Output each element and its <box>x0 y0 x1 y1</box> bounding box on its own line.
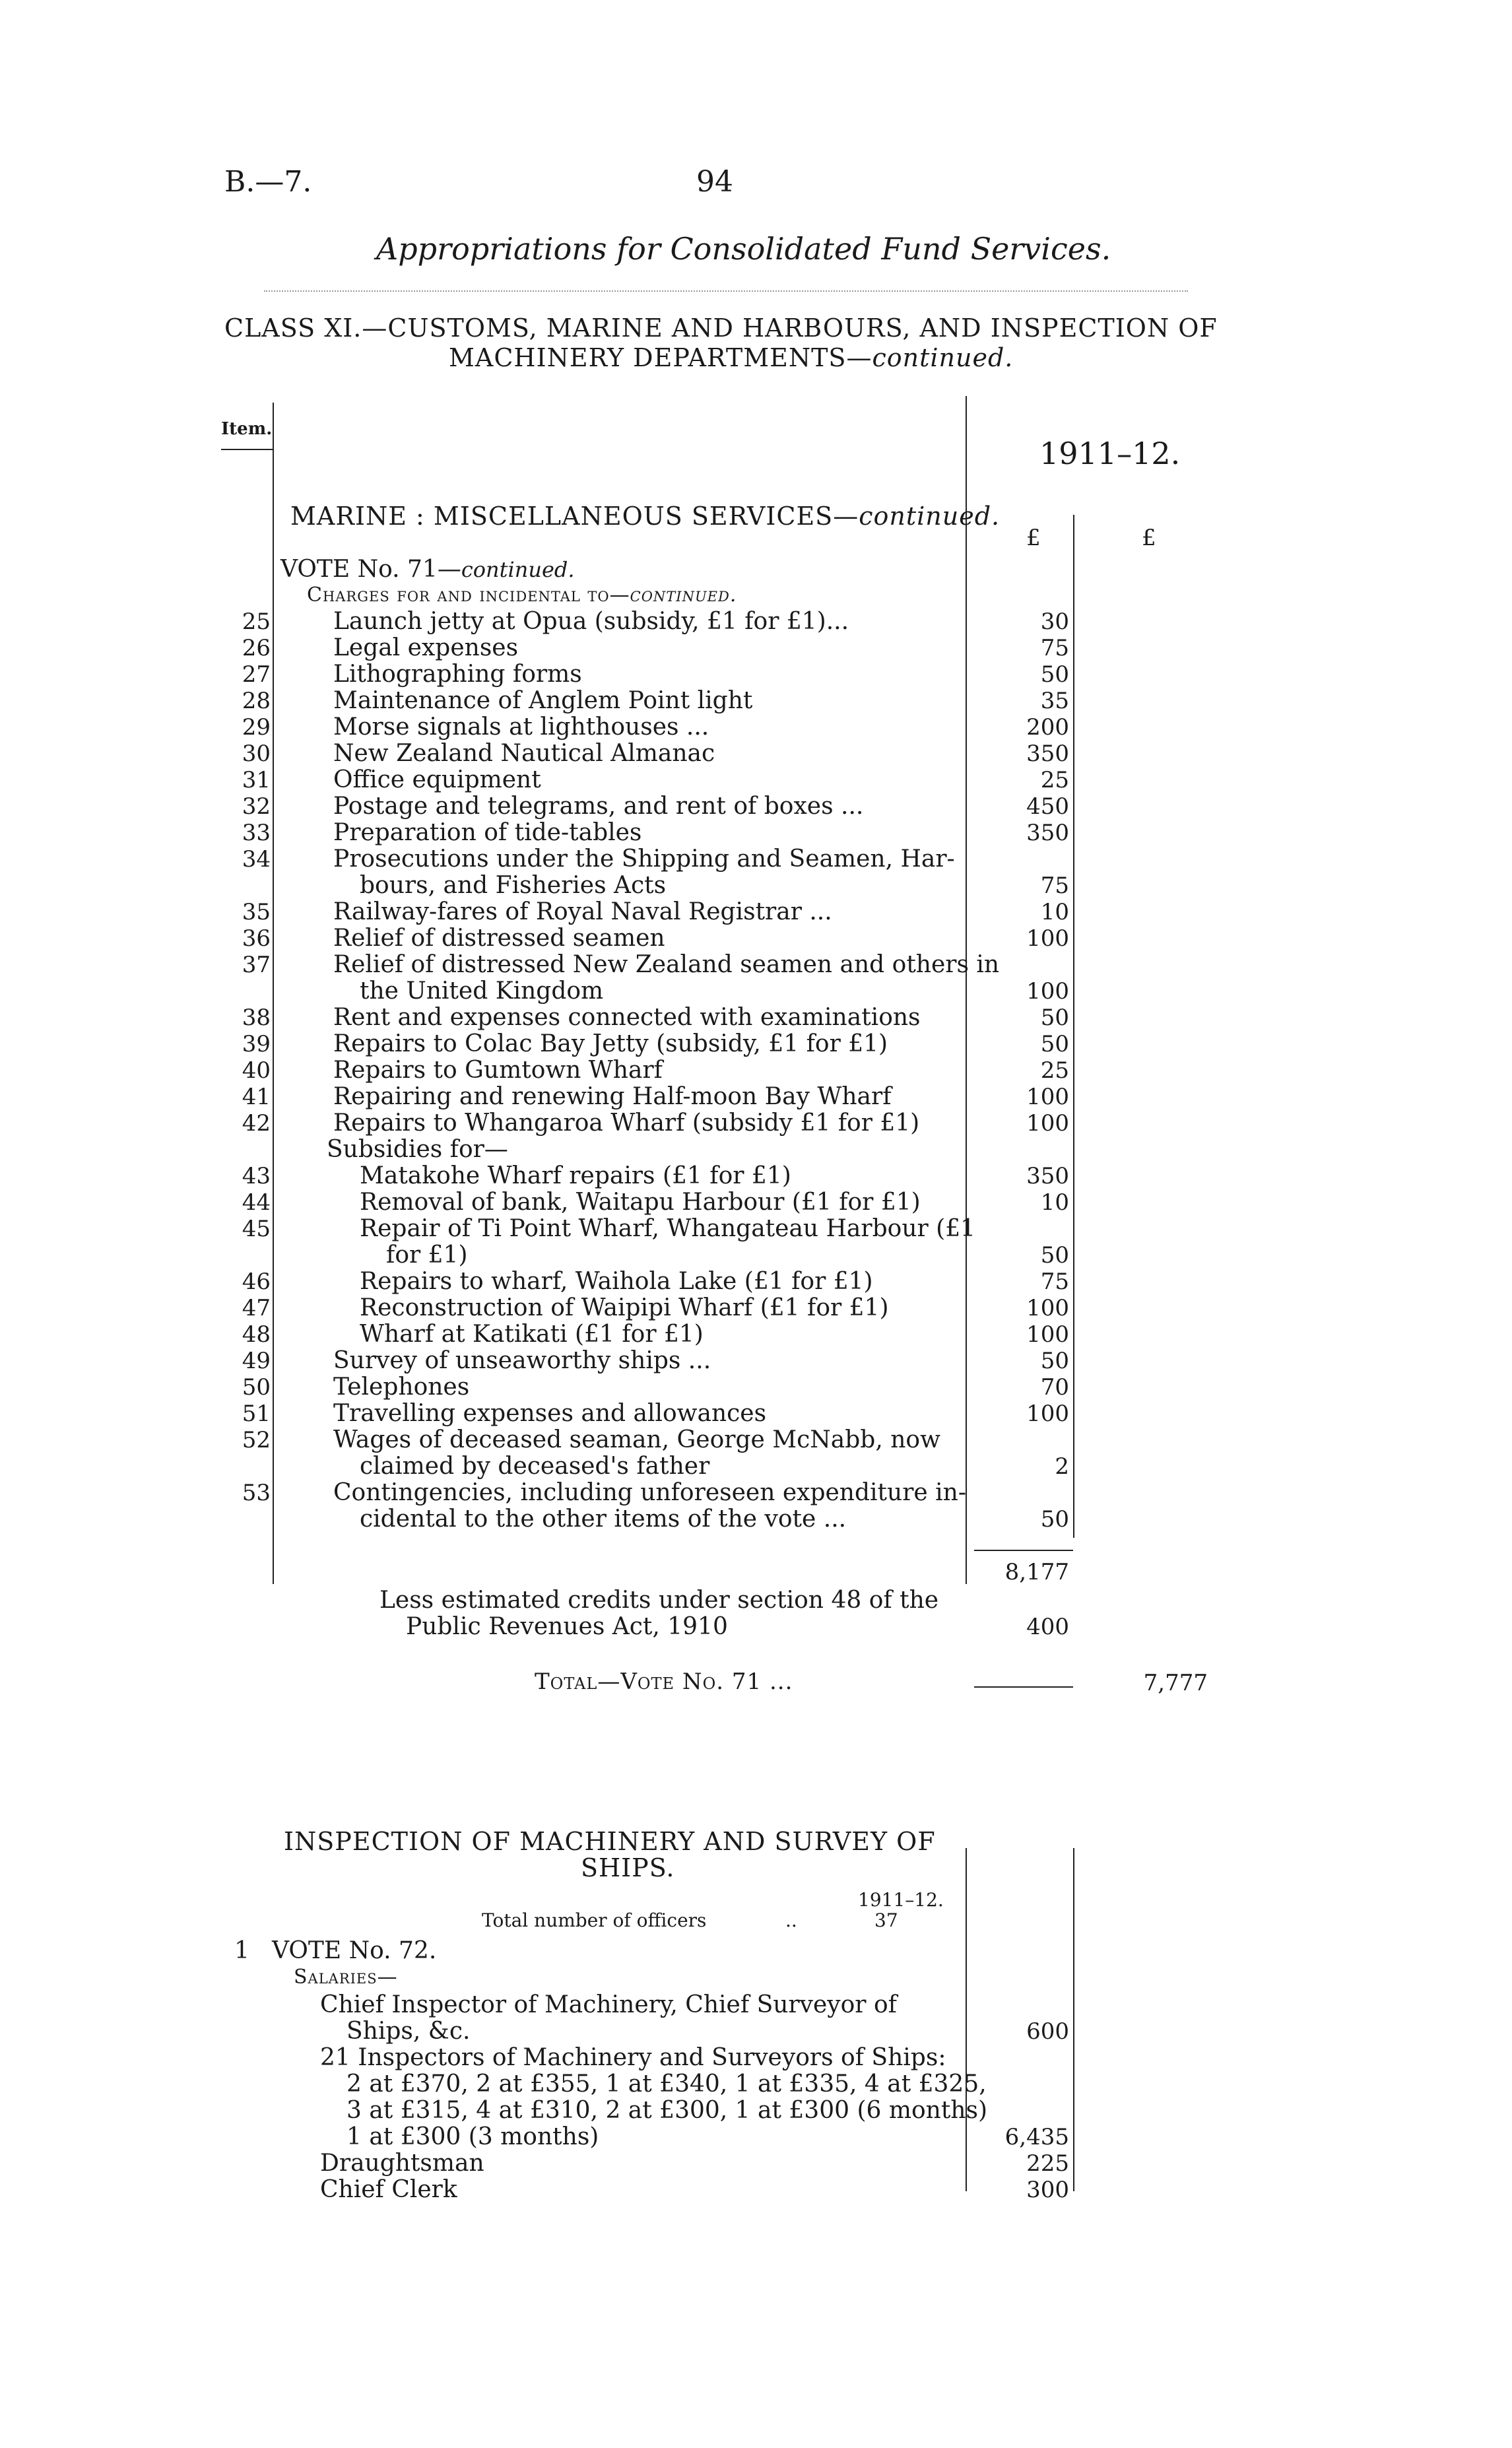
item-description: Repairs to Whangaroa Wharf (subsidy £1 for £1) <box>333 1109 920 1137</box>
item-description: Telephones <box>333 1373 470 1401</box>
item-amount: 50 <box>1040 1005 1069 1031</box>
pound-column-2: £ <box>1142 525 1156 551</box>
divider <box>264 290 1188 292</box>
item-amount: 75 <box>1040 635 1069 661</box>
item-number: 27 <box>242 661 271 688</box>
item-amount: 25 <box>1040 1057 1069 1084</box>
item-number: 28 <box>242 688 271 714</box>
item-amount: 10 <box>1040 899 1069 925</box>
item-description: Preparation of tide-tables <box>333 819 642 846</box>
item-amount: 50 <box>1040 1348 1069 1374</box>
item-amount: 350 <box>1026 1163 1069 1189</box>
salary-description: Draughtsman <box>320 2150 484 2177</box>
item-description: Repairs to Gumtown Wharf <box>333 1057 663 1084</box>
salary-amount: 225 <box>1026 2150 1069 2177</box>
marine-heading: MARINE : MISCELLANEOUS SERVICES—continued. <box>290 502 1001 531</box>
inspection-heading-line1: INSPECTION OF MACHINERY AND SURVEY OF <box>284 1827 936 1856</box>
item-amount: 100 <box>1026 1295 1069 1321</box>
item-description: Repair of Ti Point Wharf, Whangateau Harbour (£1 <box>360 1215 976 1242</box>
item-amount: 75 <box>1040 1269 1069 1295</box>
salaries-heading: Salaries— <box>294 1966 398 1989</box>
item-description: Repairs to Colac Bay Jetty (subsidy, £1 for £1) <box>333 1030 888 1057</box>
item-description: Office equipment <box>333 766 541 793</box>
item-amount: 100 <box>1026 1110 1069 1137</box>
item-number: 36 <box>242 925 271 952</box>
item-description: Railway-fares of Royal Naval Registrar ... <box>333 898 832 925</box>
item-number: 25 <box>242 609 271 635</box>
salary-description: 3 at £315, 4 at £310, 2 at £300, 1 at £300 (6 months) <box>346 2097 988 2124</box>
amount-rule <box>1073 515 1074 1538</box>
item-number: 43 <box>242 1163 271 1189</box>
item-description: Postage and telegrams, and rent of boxes ... <box>333 793 864 820</box>
salary-amount: 6,435 <box>1004 2124 1069 2150</box>
item-amount: 10 <box>1040 1189 1069 1216</box>
item-amount: 350 <box>1026 820 1069 846</box>
item-amount: 75 <box>1040 873 1069 899</box>
officers-dots: .. <box>785 1909 797 1931</box>
pound-column-1: £ <box>1026 525 1041 551</box>
officers-label: Total number of officers <box>482 1909 707 1931</box>
item-description: Contingencies, including unforeseen expenditure in- <box>333 1479 967 1506</box>
item-number: 42 <box>242 1110 271 1137</box>
item-column-header: Item. <box>221 419 273 439</box>
description-rule-lower <box>966 1848 967 2191</box>
amount-rule-lower <box>1073 1848 1074 2191</box>
item-amount: 50 <box>1040 1031 1069 1057</box>
item-number: 41 <box>242 1084 271 1110</box>
item-amount: 50 <box>1040 1242 1069 1269</box>
vote-71: VOTE No. 71—continued. <box>280 556 575 583</box>
item-amount: 70 <box>1040 1374 1069 1401</box>
class-heading-line2: MACHINERY DEPARTMENTS—continued. <box>449 343 1014 372</box>
year-column-header: 1911–12. <box>1039 436 1181 471</box>
item-number: 33 <box>242 820 271 846</box>
item-number: 50 <box>242 1374 271 1401</box>
inspection-heading-line2: SHIPS. <box>581 1853 675 1882</box>
item-amount: 25 <box>1040 767 1069 793</box>
item-number: 40 <box>242 1057 271 1084</box>
item-header-rule <box>221 449 274 450</box>
item-number: 35 <box>242 899 271 925</box>
item-number: 46 <box>242 1269 271 1295</box>
salary-description: 1 at £300 (3 months) <box>346 2123 599 2150</box>
item-description: Removal of bank, Waitapu Harbour (£1 for £1) <box>360 1189 921 1216</box>
item-amount: 450 <box>1026 793 1069 820</box>
item-number: 31 <box>242 767 271 793</box>
item-description: claimed by deceased's father <box>360 1453 710 1480</box>
item-description: Reconstruction of Waipipi Wharf (£1 for £1) <box>360 1294 889 1321</box>
item-number: 29 <box>242 714 271 741</box>
salary-description: 21 Inspectors of Machinery and Surveyors of Ships: <box>320 2044 946 2071</box>
item-amount: 100 <box>1026 1401 1069 1427</box>
item-amount: 100 <box>1026 925 1069 952</box>
item-number: 39 <box>242 1031 271 1057</box>
salary-description: Chief Clerk <box>320 2176 457 2203</box>
item-number: 49 <box>242 1348 271 1374</box>
item-description: cidental to the other items of the vote ... <box>360 1505 847 1533</box>
total-amount: 7,777 <box>1143 1670 1208 1696</box>
less-line1: Less estimated credits under section 48 of the <box>379 1587 939 1614</box>
page-ref: B.—7. <box>224 165 312 199</box>
item-description: New Zealand Nautical Almanac <box>333 740 715 767</box>
item-amount: 100 <box>1026 1321 1069 1348</box>
item-amount: 2 <box>1055 1453 1069 1480</box>
subtotal-rule <box>974 1550 1073 1551</box>
page-number: 94 <box>696 165 733 199</box>
item-amount: 200 <box>1026 714 1069 741</box>
item-rule <box>273 403 274 1584</box>
item-number: 34 <box>242 846 271 873</box>
item-description: the United Kingdom <box>360 977 604 1005</box>
item-description: Repairing and renewing Half-moon Bay Wharf <box>333 1083 892 1110</box>
item-number: 52 <box>242 1427 271 1453</box>
item-description: Maintenance of Anglem Point light <box>333 687 753 714</box>
item-description: bours, and Fisheries Acts <box>360 872 667 899</box>
item-number: 45 <box>242 1216 271 1242</box>
item-number: 32 <box>242 793 271 820</box>
item-description: for £1) <box>386 1241 468 1269</box>
vote-72-number: 1 <box>234 1937 249 1964</box>
item-number: 26 <box>242 635 271 661</box>
item-amount: 50 <box>1040 661 1069 688</box>
item-description: Repairs to wharf, Waihola Lake (£1 for £1) <box>360 1268 873 1295</box>
salary-amount: 300 <box>1026 2177 1069 2203</box>
item-description: Wharf at Katikati (£1 for £1) <box>360 1321 704 1348</box>
item-description: Lithographing forms <box>333 661 582 688</box>
item-description: Matakohe Wharf repairs (£1 for £1) <box>360 1162 791 1189</box>
item-amount: 30 <box>1040 609 1069 635</box>
item-number: 38 <box>242 1005 271 1031</box>
less-line2: Public Revenues Act, 1910 <box>406 1613 728 1640</box>
item-description: Morse signals at lighthouses ... <box>333 713 709 741</box>
item-number: 30 <box>242 741 271 767</box>
inspection-year: 1911–12. <box>858 1889 944 1911</box>
item-amount: 100 <box>1026 1084 1069 1110</box>
vote-72: VOTE No. 72. <box>272 1937 437 1964</box>
item-description: Wages of deceased seaman, George McNabb, now <box>333 1426 940 1453</box>
item-amount: 50 <box>1040 1506 1069 1533</box>
item-number: 37 <box>242 952 271 978</box>
description-rule <box>966 396 967 1584</box>
total-rule <box>974 1686 1073 1688</box>
item-amount: 350 <box>1026 741 1069 767</box>
page-title: Appropriations for Consolidated Fund Services. <box>376 231 1111 267</box>
charges-heading: Charges for and incidental to—continued. <box>307 583 737 607</box>
less-amount: 400 <box>1026 1614 1069 1640</box>
total-label: Total—Vote No. 71 ... <box>535 1669 793 1695</box>
item-number: 44 <box>242 1189 271 1216</box>
item-description: Legal expenses <box>333 634 519 661</box>
item-description: Relief of distressed seamen <box>333 925 665 952</box>
item-description: Subsidies for— <box>327 1136 508 1163</box>
item-description: Relief of distressed New Zealand seamen and others in <box>333 951 1000 978</box>
item-number: 48 <box>242 1321 271 1348</box>
item-description: Survey of unseaworthy ships ... <box>333 1347 711 1374</box>
item-number: 53 <box>242 1480 271 1506</box>
item-amount: 100 <box>1026 978 1069 1005</box>
class-heading-line1: CLASS XI.—CUSTOMS, MARINE AND HARBOURS, AND INSPECTION OF <box>224 314 1218 343</box>
officers-value: 37 <box>874 1909 898 1931</box>
subtotal-amount: 8,177 <box>1004 1559 1069 1585</box>
item-number: 47 <box>242 1295 271 1321</box>
salary-amount: 600 <box>1026 2018 1069 2045</box>
salary-description: 2 at £370, 2 at £355, 1 at £340, 1 at £335, 4 at £325, <box>346 2070 987 2098</box>
item-description: Prosecutions under the Shipping and Seamen, Har- <box>333 845 955 873</box>
salary-description: Ships, &c. <box>346 2018 471 2045</box>
item-description: Rent and expenses connected with examinations <box>333 1004 921 1031</box>
item-amount: 35 <box>1040 688 1069 714</box>
salary-description: Chief Inspector of Machinery, Chief Surveyor of <box>320 1991 897 2018</box>
item-number: 51 <box>242 1401 271 1427</box>
item-description: Launch jetty at Opua (subsidy, £1 for £1)... <box>333 608 849 635</box>
item-description: Travelling expenses and allowances <box>333 1400 767 1427</box>
